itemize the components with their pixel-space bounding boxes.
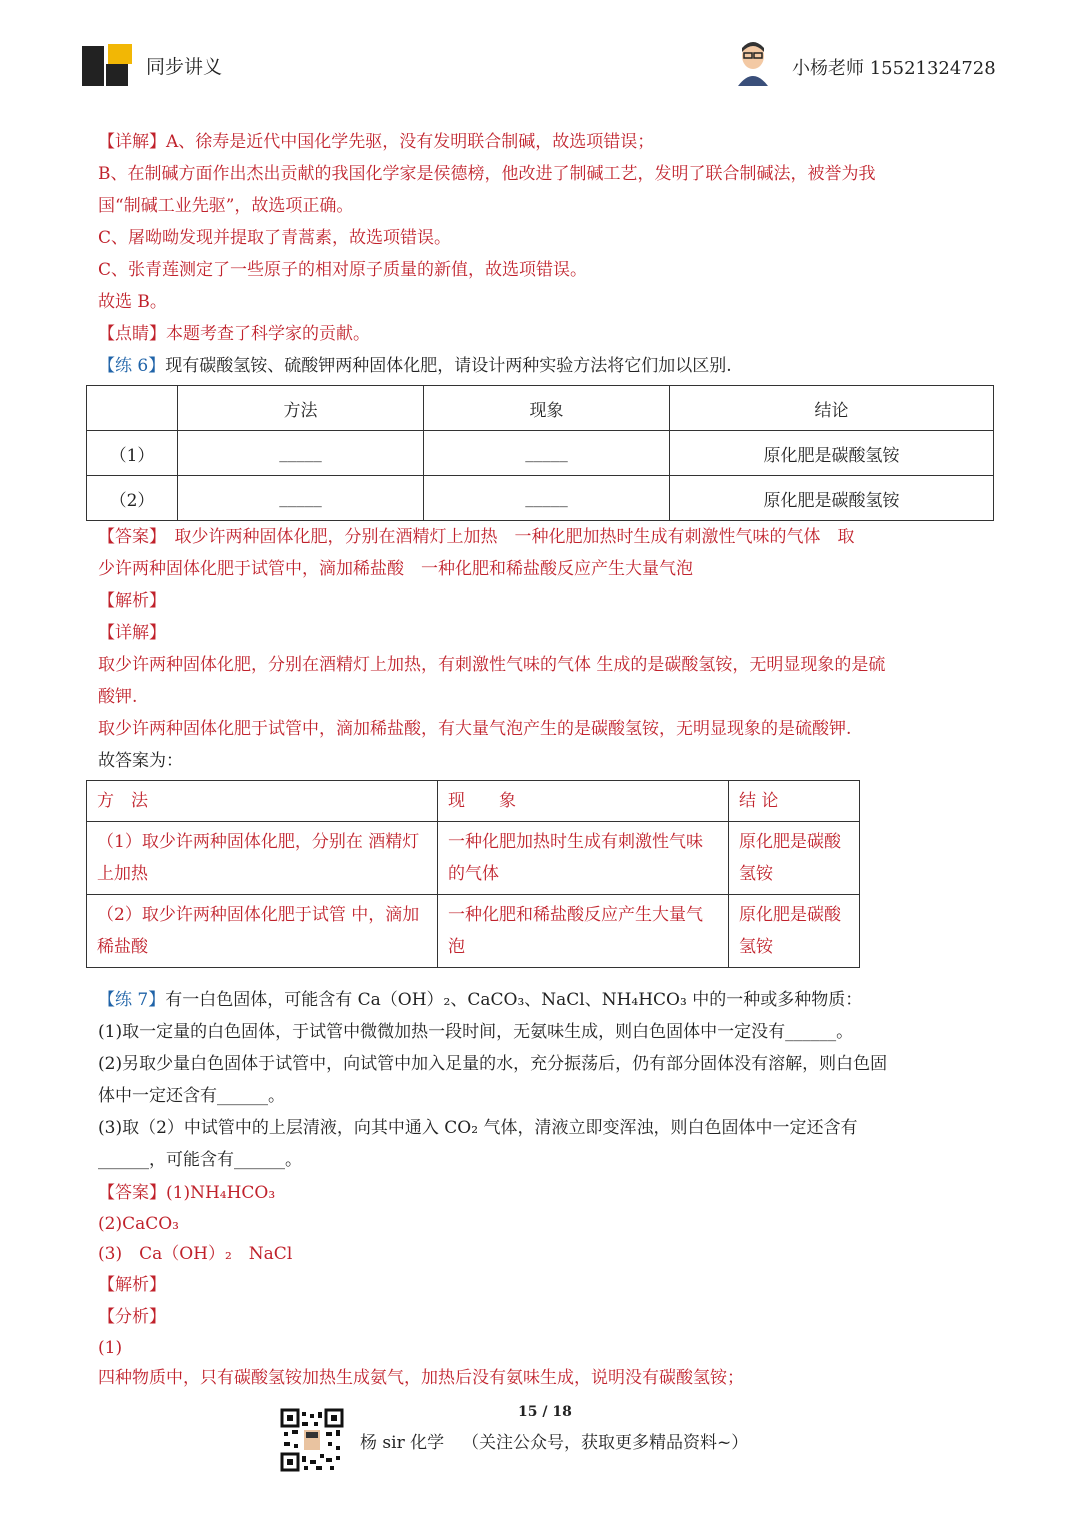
text-line: 【分析】 (98, 1307, 166, 1327)
text-line: 少许两种固体化肥于试管中，滴加稀盐酸 一种化肥和稀盐酸反应产生大量气泡 (98, 559, 693, 579)
blank-cell: _____ (178, 431, 424, 476)
text-line: ______，可能含有______。 (98, 1150, 302, 1170)
header-teacher: 小杨老师 15521324728 (792, 58, 996, 79)
table-cell: 原化肥是碳酸氢铵 (670, 431, 994, 476)
text-line: 体中一定还含有______。 (98, 1086, 285, 1106)
avatar (734, 40, 772, 86)
blank-cell: _____ (178, 476, 424, 521)
text-line: 故选 B。 (98, 292, 167, 312)
page-number: 15 / 18 (518, 1404, 572, 1420)
table-cell: 一种化肥和稀盐酸反应产生大量气泡 (438, 895, 729, 968)
table-cell: （2）取少许两种固体化肥于试管 中，滴加稀盐酸 (87, 895, 438, 968)
text-line: 【解析】 (98, 591, 166, 611)
table-cell: 原化肥是碳酸氢铵 (729, 822, 860, 895)
text-line: C、屠呦呦发现并提取了青蒿素，故选项错误。 (98, 228, 452, 248)
question-label: 【练 6】 (98, 356, 166, 376)
question-text: 有一白色固体，可能含有 Ca（OH）₂、CaCO₃、NaCl、NH₄HCO₃ 中的一种或多种物质： (165, 990, 863, 1010)
table-row (87, 431, 994, 476)
text-line: (2)CaCO₃ (98, 1214, 179, 1234)
text-line: 国“制碱工业先驱”，故选项正确。 (98, 196, 354, 216)
table-cell: （1）取少许两种固体化肥，分别在 酒精灯上加热 (87, 822, 438, 895)
header-title: 同步讲义 (146, 56, 223, 78)
question-6 (98, 355, 732, 377)
table-cell: 结论 (670, 386, 994, 431)
text-line: 四种物质中，只有碳酸氢铵加热生成氨气，加热后没有氨味生成，说明没有碳酸氢铵； (98, 1368, 744, 1388)
text-line: 【解析】 (98, 1275, 166, 1295)
table-header-row (87, 781, 860, 822)
text-line: 【详解】 (98, 623, 166, 643)
table-row (87, 822, 860, 895)
question-text: 现有碳酸氢铵、硫酸钾两种固体化肥，请设计两种实验方法将它们加以区别. (165, 356, 732, 376)
table-cell: 方 法 (87, 781, 438, 822)
table-header-row (87, 386, 994, 431)
footer-brand: 杨 sir 化学 (360, 1433, 445, 1453)
footer-note: （关注公众号，获取更多精品资料~） (462, 1433, 749, 1453)
text-line: B、在制碱方面作出杰出贡献的我国化学家是侯德榜，他改进了制碱工艺，发明了联合制碱法，被誉为我 (98, 164, 876, 184)
table-cell (87, 386, 178, 431)
text-line: 取少许两种固体化肥，分别在酒精灯上加热，有刺激性气味的气体 生成的是碳酸氢铵，无明显现象的是硫 (98, 655, 886, 675)
answer-table (86, 780, 860, 968)
question-7 (98, 989, 862, 1011)
table-cell: （2） (87, 476, 178, 521)
text-line: 酸钾. (98, 687, 138, 707)
text-line: 【答案】 取少许两种固体化肥，分别在酒精灯上加热 一种化肥加热时生成有刺激性气味的气体 取 (98, 527, 855, 547)
table-cell: 现象 (424, 386, 670, 431)
text-line: (1) (98, 1338, 123, 1358)
table-row (87, 895, 860, 968)
table-cell: 结 论 (729, 781, 860, 822)
text-line: 取少许两种固体化肥于试管中，滴加稀盐酸，有大量气泡产生的是碳酸氢铵，无明显现象的是硫酸钾. (98, 719, 852, 739)
text-line: (3)取（2）中试管中的上层清液，向其中通入 CO₂ 气体，清液立即变浑浊，则白色固体中一定还含有 (98, 1118, 858, 1138)
text-line: C、张青莲测定了一些原子的相对原子质量的新值，故选项错误。 (98, 260, 588, 280)
text-line: (1)取一定量的白色固体，于试管中微微加热一段时间，无氨味生成，则白色固体中一定没有______。 (98, 1022, 854, 1042)
text-line: (2)另取少量白色固体于试管中，向试管中加入足量的水，充分振荡后，仍有部分固体没有溶解，则白色固 (98, 1054, 888, 1074)
text-line: 【详解】A、徐寿是近代中国化学先驱，没有发明联合制碱，故选项错误； (98, 132, 655, 152)
table-cell: 方法 (178, 386, 424, 431)
table-row (87, 476, 994, 521)
text-line: 【点睛】本题考查了科学家的贡献。 (98, 324, 370, 344)
table-cell: 原化肥是碳酸氢铵 (729, 895, 860, 968)
table-cell: 现 象 (438, 781, 729, 822)
text-line: (3) Ca（OH）₂ NaCl (98, 1244, 293, 1264)
question-label: 【练 7】 (98, 990, 166, 1010)
table-cell: 原化肥是碳酸氢铵 (670, 476, 994, 521)
blank-cell: _____ (424, 431, 670, 476)
text-line: 【答案】(1)NH₄HCO₃ (98, 1183, 276, 1203)
table-cell: （1） (87, 431, 178, 476)
answer-intro: 故答案为： (98, 751, 183, 771)
table-cell: 一种化肥加热时生成有刺激性气味的气体 (438, 822, 729, 895)
logo (82, 42, 134, 88)
qr-code (280, 1408, 344, 1472)
blank-cell: _____ (424, 476, 670, 521)
exercise-table (86, 385, 994, 521)
